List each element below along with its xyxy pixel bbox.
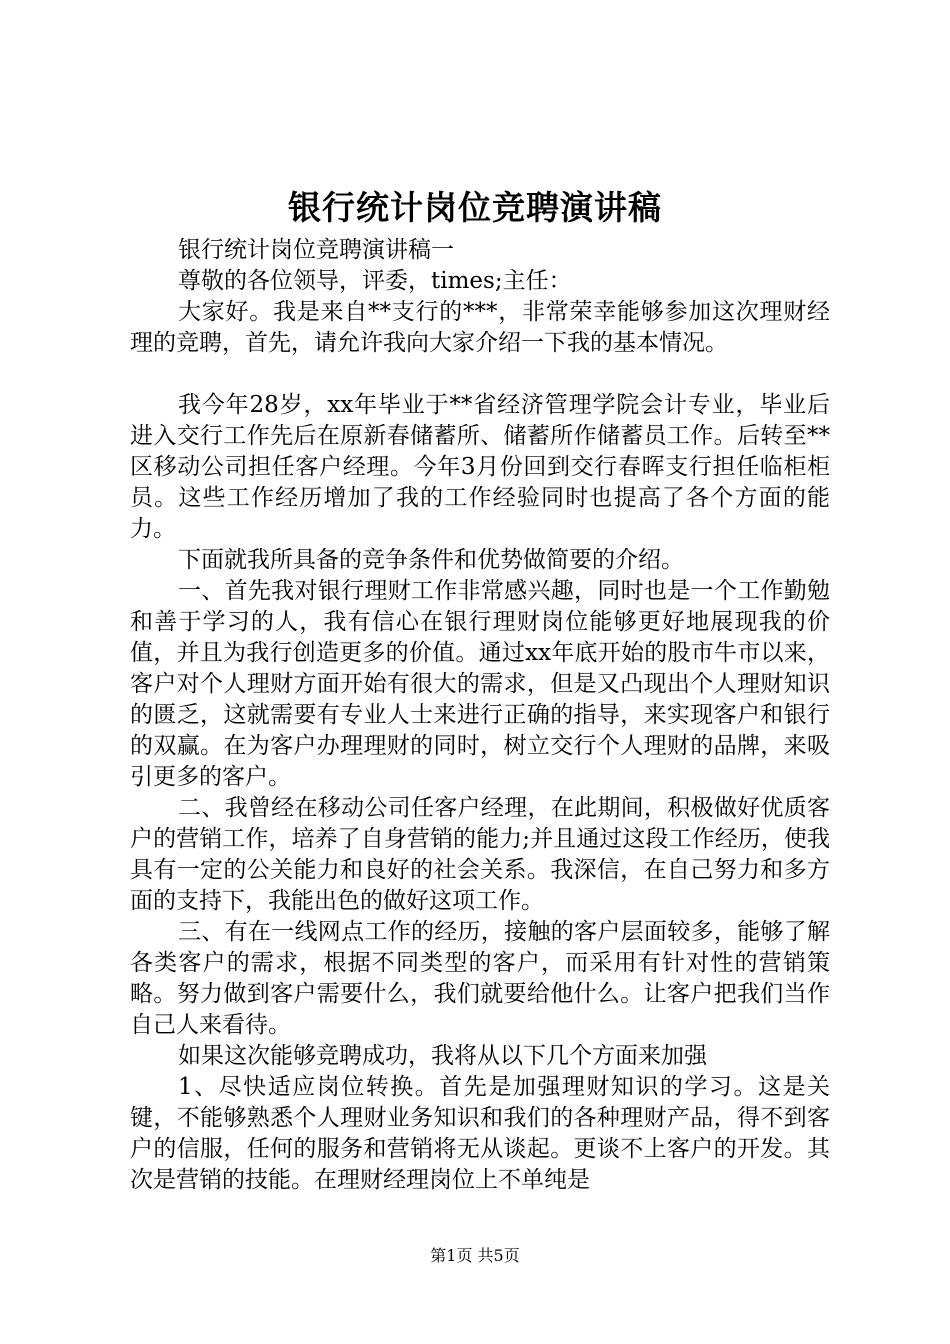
page-number-footer: 第1页 共5页 [430, 1246, 520, 1265]
paragraph-point-two: 二、我曾经在移动公司任客户经理，在此期间，积极做好优质客户的营销工作，培养了自身营销的能力;并且通过这段工作经历，使我具有一定的公关能力和良好的社会关系。我深信，在自己努力和多方面的支持下，我能出色的做好这项工作。 [130, 795, 830, 914]
paragraph-subtitle: 银行统计岗位竞聘演讲稿一 [178, 237, 454, 263]
document-title: 银行统计岗位竞聘演讲稿 [288, 188, 662, 227]
paragraph-spacer [130, 359, 830, 390]
paragraph-greeting: 大家好。我是来自**支行的***，非常荣幸能够参加这次理财经理的竞聘，首先，请允许我向大家介绍一下我的基本情况。 [130, 299, 830, 356]
paragraph-salutation: 尊敬的各位领导，评委，times;主任： [178, 268, 572, 294]
paragraph-plan-intro: 如果这次能够竞聘成功，我将从以下几个方面来加强 [178, 1043, 707, 1069]
document-body [130, 235, 830, 1196]
paragraph-intro-advantages: 下面就我所具备的竞争条件和优势做简要的介绍。 [178, 547, 684, 573]
paragraph-point-three: 三、有在一线网点工作的经历，接触的客户层面较多，能够了解各类客户的需求，根据不同类型的客户，而采用有针对性的营销策略。努力做到客户需要什么，我们就要给他什么。让客户把我们当作自己人来看待。 [130, 919, 830, 1038]
paragraph-plan-one: 1、尽快适应岗位转换。首先是加强理财知识的学习。这是关键，不能够熟悉个人理财业务知识和我们的各种理财产品，得不到客户的信服，任何的服务和营销将无从谈起。更谈不上客户的开发。其次是营销的技能。在理财经理岗位上不单纯是 [130, 1074, 830, 1193]
paragraph-point-one: 一、首先我对银行理财工作非常感兴趣，同时也是一个工作勤勉和善于学习的人，我有信心在银行理财岗位能够更好地展现我的价值，并且为我行创造更多的价值。通过xx年底开始的股市牛市以来，客户对个人理财方面开始有很大的需求，但是又凸现出个人理财知识的匮乏，这就需要有专业人士来进行正确的指导，来实现客户和银行的双赢。在为客户办理理财的同时，树立交行个人理财的品牌，来吸引更多的客户。 [130, 578, 830, 790]
paragraph-background: 我今年28岁，xx年毕业于**省经济管理学院会计专业，毕业后进入交行工作先后在原新春储蓄所、储蓄所作储蓄员工作。后转至**区移动公司担任客户经理。今年3月份回到交行春晖支行担任临柜柜员。这些工作经历增加了我的工作经验同时也提高了各个方面的能力。 [130, 392, 830, 542]
